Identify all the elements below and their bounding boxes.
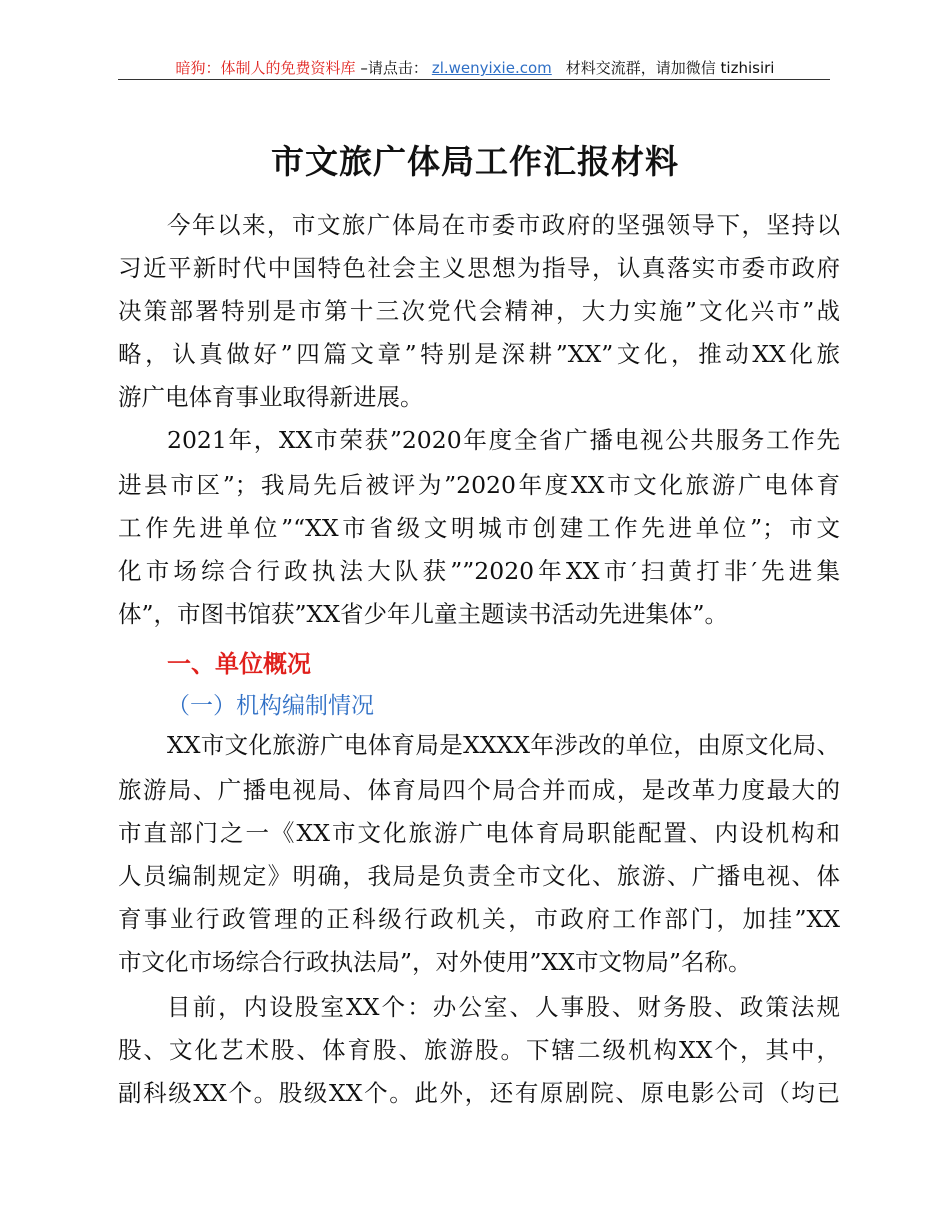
paragraph-line: 育事业行政管理的正科级行政机关，市政府工作部门，加挂”XX <box>118 905 840 933</box>
promo-header <box>0 57 950 78</box>
paragraph-line: 目前，内设股室XX个：办公室、人事股、财务股、政策法规 <box>167 993 840 1021</box>
promo-text: 暗狗：体制人的免费资料库 <box>175 59 356 77</box>
paragraph-line: 工作先进单位”“XX市省级文明城市创建工作先进单位”；市文 <box>118 514 840 542</box>
paragraph-line: 旅游局、广播电视局、体育局四个局合并而成，是改革力度最大的 <box>118 776 840 804</box>
document-title: 市文旅广体局工作汇报材料 <box>271 142 679 181</box>
paragraph-line: 游广电体育事业取得新进展。 <box>118 383 424 411</box>
paragraph-line: 体”，市图书馆获”XX省少年儿童主题读书活动先进集体”。 <box>118 600 729 628</box>
paragraph-line: 市直部门之一《XX市文化旅游广电体育局职能配置、内设机构和 <box>118 819 840 847</box>
paragraph-line: 习近平新时代中国特色社会主义思想为指导，认真落实市委市政府 <box>118 254 840 282</box>
promo-group-text: 材料交流群，请加微信 tizhisiri <box>565 59 775 77</box>
paragraph-line: 2021年，XX市荣获”2020年度全省广播电视公共服务工作先 <box>167 426 840 454</box>
paragraph-line: 化市场综合行政执法大队获””2020年XX市′扫黄打非′先进集 <box>118 557 840 585</box>
paragraph-line: 人员编制规定》明确，我局是负责全市文化、旅游、广播电视、体 <box>118 862 840 890</box>
paragraph-line: 副科级XX个。股级XX个。此外，还有原剧院、原电影公司（均已 <box>118 1079 840 1107</box>
paragraph-line: 进县市区”；我局先后被评为”2020年度XX市文化旅游广电体育 <box>118 471 840 499</box>
paragraph-line: 今年以来，市文旅广体局在市委市政府的坚强领导下，坚持以 <box>167 211 840 239</box>
paragraph-line: XX市文化旅游广电体育局是XXXX年涉改的单位，由原文化局、 <box>167 731 840 759</box>
subsection-heading: （一）机构编制情况 <box>167 693 374 719</box>
promo-link[interactable]: zl.wenyixie.com <box>431 59 552 77</box>
paragraph-line: 决策部署特别是市第十三次党代会精神，大力实施”文化兴市”战 <box>118 297 840 325</box>
section-heading: 一、单位概况 <box>167 650 311 678</box>
paragraph-line: 略，认真做好”四篇文章”特别是深耕”XX”文化，推动XX化旅 <box>118 340 840 368</box>
paragraph-line: 市文化市场综合行政执法局”，对外使用”XX市文物局”名称。 <box>118 948 752 976</box>
header-divider <box>118 79 830 80</box>
promo-click-label: –请点击： <box>355 59 428 77</box>
paragraph-line: 股、文化艺术股、体育股、旅游股。下辖二级机构XX个，其中， <box>118 1036 840 1064</box>
